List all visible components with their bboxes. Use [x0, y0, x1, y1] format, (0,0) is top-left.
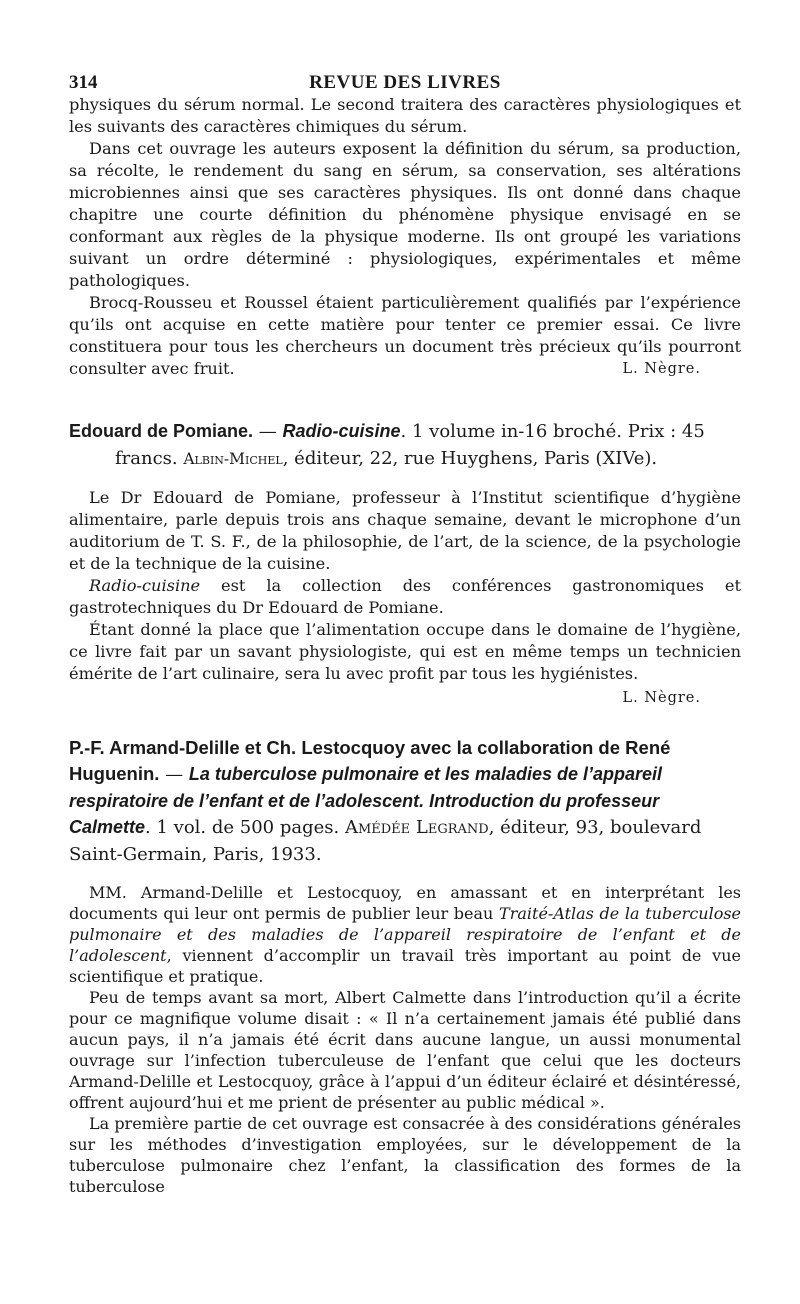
- book-review-page: [69, 64, 741, 1197]
- reviewer-signature: L. Nègre.: [622, 361, 701, 377]
- paragraph: [69, 292, 741, 380]
- running-head: [69, 64, 741, 94]
- paragraph-text: , viennent d’accomplir un travail très important au point de vue scientifique et pratique.: [69, 946, 741, 986]
- paragraph: Étant donné la place que l’alimentation occupe dans le domaine de l’hygiène, ce livre fait par un savant physiologiste, qui est en même temps un technicien émérite de l’art culinaire, sera lu avec profit par tous les hygiénistes.: [69, 620, 741, 683]
- italic-title: Traité-Atlas de la tuberculose pulmonaire et des maladies de l’appareil respiratoire de l’enfant et de l’adolescent: [69, 904, 742, 965]
- book-author: Edouard de Pomiane.: [69, 421, 254, 441]
- review-heading-armand-delille: [69, 735, 741, 868]
- book-title: La tuberculose pulmonaire et les maladies de l’appareil respiratoire de l’enfant et de l’adolescent. Introduction du professeur Calmette: [69, 764, 663, 837]
- heading-dash: —: [159, 764, 189, 785]
- heading-dash: —: [253, 421, 283, 442]
- paragraph: [69, 882, 741, 987]
- review-heading-pomiane: [69, 418, 741, 473]
- book-publisher: Amédée Legrand: [344, 817, 489, 838]
- book-authors: P.-F. Armand-Delille et Ch. Lestocquoy avec la collaboration de René Huguenin.: [69, 737, 671, 784]
- paragraph: physiques du sérum normal. Le second traitera des caractères physiologiques et les suivants des caractères chimiques du sérum.: [69, 95, 741, 136]
- paragraph-text: MM. Armand-Delille et Lestocquoy, en amassant et en interprétant les documents qui leur ont permis de publier leur beau: [69, 883, 741, 923]
- paragraph: Dans cet ouvrage les auteurs exposent la définition du sérum, sa production, sa récolte, le rendement du sang en sérum, sa conservation, ses altérations microbiennes ainsi que ses caractères physiques. Ils ont donné dans chaque chapitre une courte définition du phénomène physique envisagé en se conformant aux règles de la physique moderne. Ils ont groupé les variations suivant un ordre déterminé : physiologiques, expérimentales et même pathologiques.: [69, 139, 741, 290]
- review-brocq-rousseau: [69, 94, 741, 380]
- book-details: . 1 vol. de 500 pages.: [145, 817, 345, 838]
- paragraph: [69, 575, 741, 619]
- reviewer-signature: L. Nègre.: [622, 690, 701, 706]
- paragraph: La première partie de cet ouvrage est consacrée à des considérations générales sur les méthodes d’investigation employées, sur le développement de la tuberculose pulmonaire chez l’enfant, la classification des formes de la tuberculose: [69, 1114, 741, 1196]
- paragraph: Peu de temps avant sa mort, Albert Calmette dans l’introduction qu’il a écrite pour ce magnifique volume disait : « Il n’a certainement jamais été publié dans aucun pays, il n’a jamais été écrit dans aucune langue, un aussi monumental ouvrage sur l’infection tuberculeuse de l’enfant que celui que les docteurs Armand-Delille et Lestocquoy, grâce à l’appui d’un éditeur éclairé et désintéressé, offrent aujourd’hui et me prient de présenter au public médical ».: [69, 988, 741, 1112]
- paragraph: Le Dr Edouard de Pomiane, professeur à l’Institut scientifique d’hygiène alimentaire, parle depuis trois ans chaque semaine, devant le microphone d’un auditorium de T. S. F., de la philosophie, de l’art, de la science, de la psychologie et de la technique de la cuisine.: [69, 488, 741, 573]
- paragraph-text: Brocq-Rousseu et Roussel étaient particulièrement qualifiés par l’expérience qu’ils ont acquise en cette matière pour tenter ce premier essai. Ce livre constituera pour tous les chercheurs un document très précieux qu’ils pourront consulter avec fruit.: [69, 293, 741, 378]
- italic-title: Radio-cuisine: [89, 576, 201, 595]
- book-details-publisher: , éditeur, 93, boulevard Saint-Germain, Paris, 1933.: [69, 817, 702, 865]
- book-title: Radio-cuisine: [282, 421, 401, 441]
- book-publisher: Albin-Michel: [183, 450, 283, 468]
- review-pomiane: [69, 487, 741, 685]
- book-details: . 1 volume in-16 broché. Prix : 45 francs.: [115, 421, 705, 469]
- paragraph-text: est la collection des conférences gastronomiques et gastrotechniques du Dr Edouard de Pomiane.: [69, 576, 741, 617]
- book-details-publisher: , éditeur, 22, rue Huyghens, Paris (XIVe).: [282, 448, 658, 469]
- page-number: 314: [69, 72, 98, 93]
- running-title: REVUE DES LIVRES: [309, 72, 501, 93]
- review-armand-delille: [69, 882, 741, 1197]
